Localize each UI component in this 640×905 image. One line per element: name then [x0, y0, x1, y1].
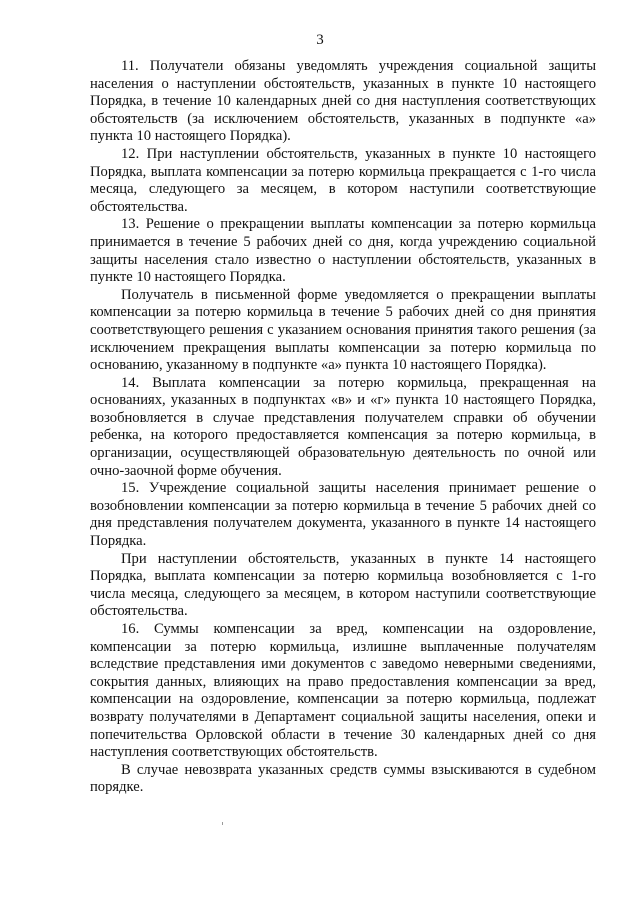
paragraph-15-resumption: При наступлении обстоятельств, указанных в пункте 14 настоящего Порядка, выплата компенсации за потерю кормильца возобновляется с 1-го числа месяца, следующего за месяцем, в котором наступили соответствующие обстоятельства. — [90, 550, 596, 620]
paragraph-16-court: В случае невозврата указанных средств суммы взыскиваются в судебном порядке. — [90, 761, 596, 796]
paragraph-11: 11. Получатели обязаны уведомлять учреждения социальной защиты населения о наступлении обстоятельств, указанных в пункте 10 настоящего Порядка, в течение 10 календарных дней со дня наступления соответствующих обстоятельств (за исключением обстоятельств, указанных в подпункте «а» пункта 10 настоящего Порядка). — [90, 58, 596, 145]
paragraph-12: 12. При наступлении обстоятельств, указанных в пункте 10 настоящего Порядка, выплата компенсации за потерю кормильца прекращается с 1-го числа месяца, следующего за месяцем, в котором наступили соответствующие обстоятельства. — [90, 145, 596, 215]
paragraph-13: 13. Решение о прекращении выплаты компенсации за потерю кормильца принимается в течение 5 рабочих дней со дня, когда учреждению социальной защиты населения стало известно о наступлении обстоятельств, указанных в пункте 10 настоящего Порядка. — [90, 216, 596, 286]
paragraph-13-notice: Получатель в письменной форме уведомляется о прекращении выплаты компенсации за потерю кормильца в течение 5 рабочих дней со дня принятия соответствующего решения с указанием основания принятия такого решения (за исключением прекращения выплаты компенсации за потерю кормильца по основанию, указанному в подпункте «а» пункта 10 настоящего Порядка). — [90, 286, 596, 374]
document-body — [90, 58, 596, 797]
paragraph-14: 14. Выплата компенсации за потерю кормильца, прекращенная на основаниях, указанных в подпунктах «в» и «г» пункта 10 настоящего Порядка, возобновляется в случае представления получателем справки об обучении ребенка, на которого предоставляется компенсация за потерю кормильца, в организации, осуществляющей образовательную деятельность по очной или очно-заочной форме обучения. — [90, 374, 596, 479]
paragraph-16: 16. Суммы компенсации за вред, компенсации на оздоровление, компенсации за потерю кормильца, излишне выплаченные получателям вследствие представления ими документов с заведомо неверными сведениями, сокрытия данных, влияющих на право предоставления компенсации за вред, компенсации на оздоровление, компенсации за потерю кормильца, подлежат возврату получателями в Департамент социальной защиты населения, опеки и попечительства Орловской области в течение 30 календарных дней со дня наступления соответствующих обстоятельств. — [90, 621, 596, 761]
page-number: 3 — [316, 32, 324, 48]
scan-mark — [222, 822, 223, 825]
paragraph-15: 15. Учреждение социальной защиты населения принимает решение о возобновлении компенсации за потерю кормильца в течение 5 рабочих дней со дня представления получателем документа, указанного в пункте 14 настоящего Порядка. — [90, 480, 596, 550]
